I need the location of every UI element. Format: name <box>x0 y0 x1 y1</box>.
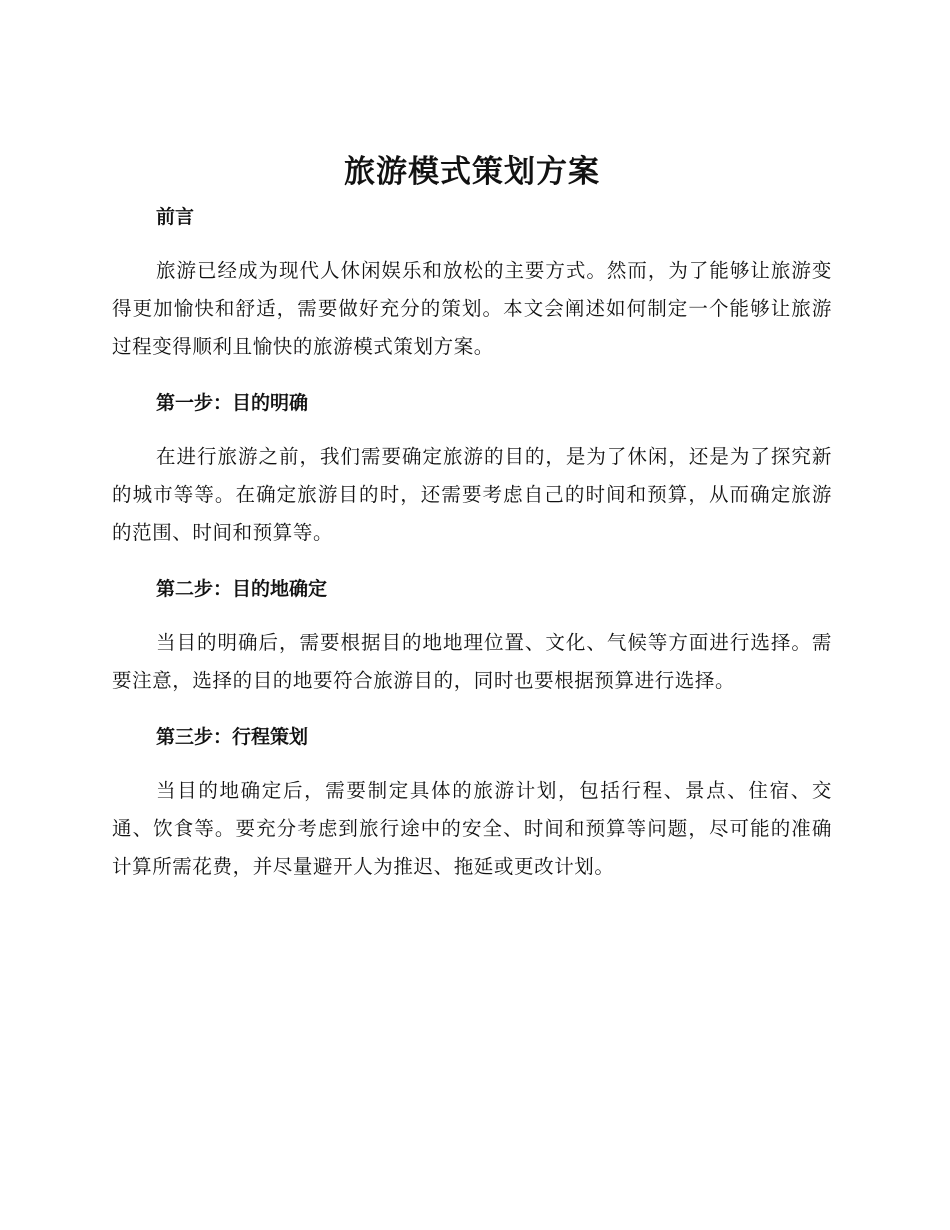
document-content <box>112 148 832 908</box>
section-heading-step-2: 第二步：目的地确定 <box>156 578 328 600</box>
section-heading-step-3: 第三步：行程策划 <box>156 726 309 748</box>
section-heading-step-1: 第一步：目的明确 <box>156 392 309 414</box>
document-title: 旅游模式策划方案 <box>344 154 600 190</box>
section-body-preface: 旅游已经成为现代人休闲娱乐和放松的主要方式。然而，为了能够让旅游变得更加愉快和舒适，需要做好充分的策划。本文会阐述如何制定一个能够让旅游过程变得顺利且愉快的旅游模式策划方案。 <box>112 259 832 358</box>
section-body-step-2: 当目的明确后，需要根据目的地地理位置、文化、气候等方面进行选择。需要注意，选择的目的地要符合旅游目的，同时也要根据预算进行选择。 <box>112 631 832 692</box>
section-heading-preface: 前言 <box>156 206 195 228</box>
section-body-step-3: 当目的地确定后，需要制定具体的旅游计划，包括行程、景点、住宿、交通、饮食等。要充分考虑到旅行途中的安全、时间和预算等问题，尽可能的准确计算所需花费，并尽量避开人为推迟、拖延或更改计划。 <box>112 779 832 878</box>
section-body-step-1: 在进行旅游之前，我们需要确定旅游的目的，是为了休闲，还是为了探究新的城市等等。在确定旅游目的时，还需要考虑自己的时间和预算，从而确定旅游的范围、时间和预算等。 <box>112 445 832 544</box>
